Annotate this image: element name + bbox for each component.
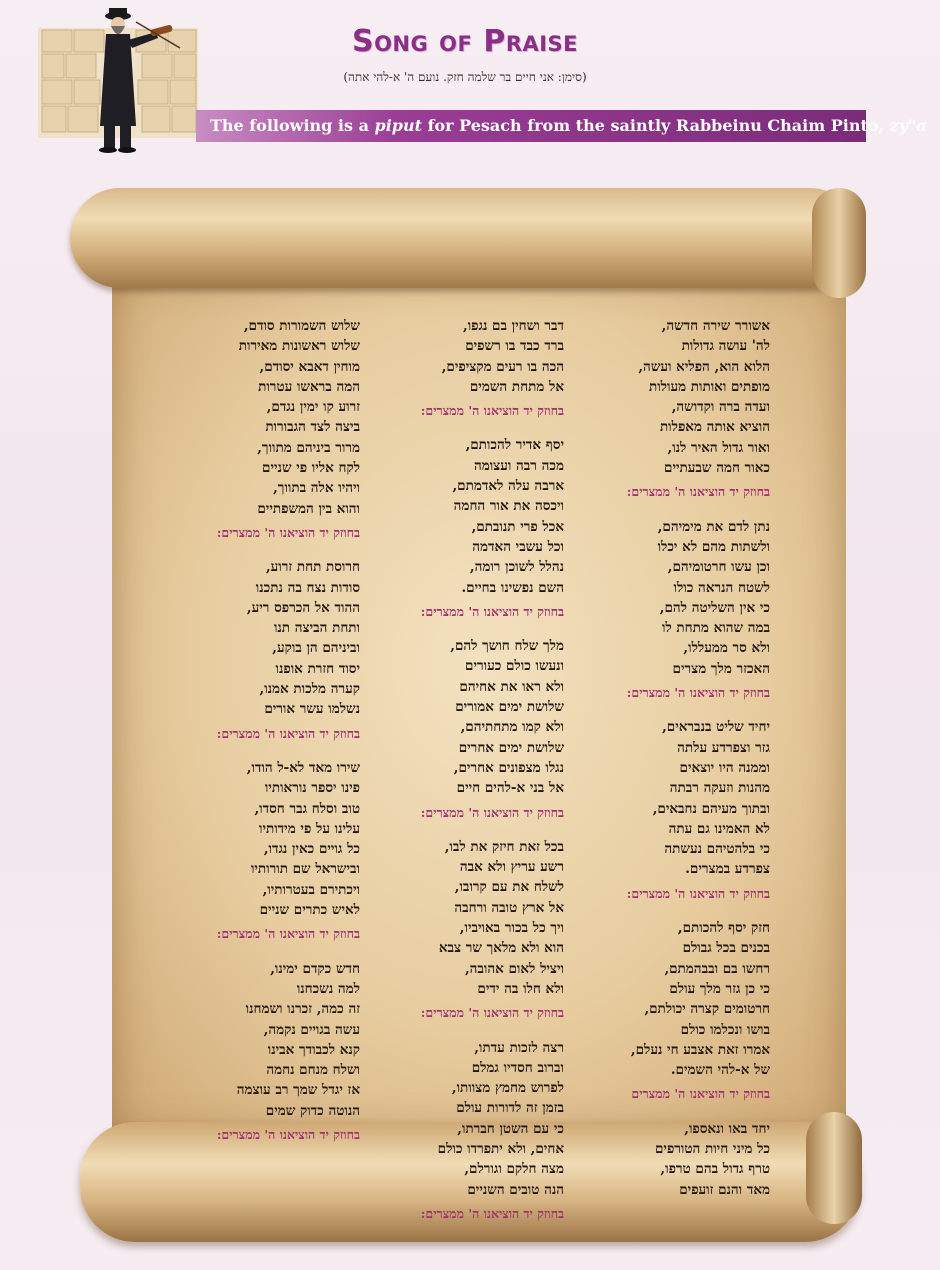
- refrain: בחוזק יד הוציאנו ה' ממצרים:: [420, 1205, 564, 1221]
- refrain: בחוזק יד הוציאנו ה' ממצרים:: [420, 1005, 564, 1021]
- poem-line: כי בלהטיהם נעשתה: [664, 841, 770, 858]
- poem-line: פינו יספר נוראותיו: [264, 780, 360, 797]
- stanza: [180, 316, 360, 543]
- poem-line: טוב וסלח גבר חסדו,: [254, 800, 360, 817]
- poem-line: וממנה היו יוצאים: [679, 759, 770, 776]
- poem-line: שירו מאד לא-ל הודו,: [246, 759, 360, 776]
- poem-line: ויך כל בכור באויביו,: [459, 920, 564, 937]
- poem-line: עלינו על פי מידותיו: [259, 820, 360, 837]
- refrain: בחוזק יד הוציאנו ה' ממצרים:: [420, 403, 564, 419]
- poem-line: מרור ביניהם מתווך,: [257, 439, 360, 456]
- poem-line: מצה חלקם וגורלם,: [464, 1161, 564, 1178]
- scroll-bottom-curl: [806, 1112, 862, 1224]
- poem-line: רחשו בם ובבהמתם,: [664, 960, 770, 977]
- poem-column-middle: [384, 316, 564, 1238]
- refrain: בחוזק יד הוציאנו ה' ממצרים: [631, 1086, 770, 1102]
- poem-line: לשטח הנראה כולו: [673, 579, 770, 596]
- poem-line: לה' עושה גדולות: [681, 338, 770, 355]
- poem-line: יחיד שליט בנבראים,: [662, 719, 770, 736]
- poem-line: ויהיו אלה בתווך,: [273, 480, 360, 497]
- stanza: [590, 918, 770, 1105]
- refrain: בחוזק יד הוציאנו ה' ממצרים:: [626, 885, 770, 901]
- poem-line: אמרו זאת אצבע חי נעלם,: [630, 1041, 770, 1058]
- poem-line: שלושת ימים אחרים: [458, 739, 564, 756]
- poem-line: ותחת הביצה תנו: [273, 620, 360, 637]
- poem-line: האכזר מלך מצרים: [672, 660, 770, 677]
- poem-line: עשה בגויים נקמה,: [263, 1021, 360, 1038]
- poem-line: מלך שלח חושך להם,: [450, 638, 564, 655]
- poem-line: ההוד אל הכרפס ריע,: [246, 599, 360, 616]
- poem-column-right: [590, 316, 770, 1212]
- refrain: בחוזק יד הוציאנו ה' ממצרים:: [626, 685, 770, 701]
- poem-line: הוא ולא מלאך שר צבא: [438, 940, 564, 957]
- poem-line: וברוב חסדיו גמלם: [471, 1059, 564, 1076]
- poem-line: כל גויים כאין נגדו,: [263, 841, 360, 858]
- banner-text-italic: piput: [374, 116, 422, 135]
- poem-line: ולא חלו בה ידים: [477, 980, 564, 997]
- poem-line: ולשתות מהם לא יכלו: [657, 538, 770, 555]
- poem-line: של א-להי השמים.: [670, 1062, 770, 1079]
- poem-line: לשלח את עם קרובו,: [454, 879, 564, 896]
- poem-line: שלוש השמורות סודם,: [243, 318, 360, 334]
- poem-line: נתן לדם את מימיהם,: [657, 518, 770, 535]
- poem-line: לאיש כתרים שניים: [259, 902, 360, 919]
- poem-line: ארבה עלה לאדמתם,: [452, 478, 564, 495]
- poem-line: אכל פרי תנובתם,: [471, 518, 564, 535]
- poem-line: אל ארץ טובה ורחבה: [454, 899, 564, 916]
- poem-line: זרוע קו ימין נגדם,: [266, 399, 360, 416]
- scroll-top-curl: [812, 188, 866, 298]
- poem-line: אשורר שירה חדשה,: [661, 318, 770, 334]
- scroll-top-roll: [70, 188, 860, 288]
- poem-line: בזמן זה לדורות עולם: [456, 1100, 564, 1117]
- stanza: [180, 758, 360, 945]
- poem-line: קערה מלכות אמנו,: [259, 681, 360, 698]
- poem-line: לא האמינו גם עתה: [668, 820, 770, 837]
- stanza: [384, 316, 564, 421]
- poem-line: ובישראל שם תורותיו: [250, 861, 360, 878]
- poem-line: כאור חמה שבעתיים: [664, 460, 770, 477]
- poem-line: ולא ראו את אחיהם: [459, 678, 564, 695]
- poem-line: בכנים בכל גבולם: [682, 940, 770, 957]
- poem-line: ויציל לאום אהובה,: [464, 960, 564, 977]
- stanza: [384, 1038, 564, 1225]
- banner-text-suffix: zy"a: [889, 116, 927, 135]
- poem-line: נשלמו עשר אורים: [264, 701, 360, 718]
- poem-line: למה נשכחנו: [296, 980, 360, 997]
- poem-line: רשע עריץ ולא אבה: [459, 859, 564, 876]
- stanza: [384, 837, 564, 1024]
- poem-line: סודות נצח בה נתכנו: [255, 579, 360, 596]
- poem-line: מכה רבה ועצומה: [473, 457, 564, 474]
- poem-line: ולא קמו מתחתיהם,: [460, 719, 564, 736]
- poem-line: נגלו מצפונים אחרים,: [453, 759, 564, 776]
- stanza: [590, 1119, 770, 1200]
- stanza: [590, 316, 770, 503]
- refrain: בחוזק יד הוציאנו ה' ממצרים:: [216, 926, 360, 942]
- poem-line: כי עם השטן חברתו,: [457, 1120, 564, 1137]
- poem-line: ויכתירם בעטרותיו,: [262, 881, 360, 898]
- poem-column-left: [180, 316, 360, 1159]
- poem-line: קנא לכבודך אבינו: [267, 1041, 360, 1058]
- stanza: [590, 717, 770, 904]
- poem-line: כל מיני חיות הטורפים: [654, 1140, 770, 1157]
- poem-line: הנוטה כדוק שמים: [265, 1102, 360, 1119]
- poem-line: אל מתחת השמים: [469, 378, 564, 395]
- poem-line: שלושת ימים אמורים: [455, 699, 564, 716]
- banner-text-middle: for Pesach from the saintly Rabbeinu Chaim Pinto,: [422, 116, 890, 135]
- poem-line: נהלל לשוכן רומה,: [469, 559, 564, 576]
- refrain: בחוזק יד הוציאנו ה' ממצרים:: [420, 603, 564, 619]
- poem-line: מוחין דאבא יסודם,: [259, 358, 360, 375]
- poem-line: אל בני א-להים חיים: [456, 780, 564, 797]
- poem-line: דבר ושחין בם נגפו,: [463, 318, 564, 334]
- poem-line: וכל עשבי האדמה: [472, 538, 564, 555]
- poem-line: ואור גדול האיר לנו,: [667, 439, 770, 456]
- poem-line: זה כמה, זכרנו ושמחנו: [245, 1001, 360, 1018]
- poem-line: חזק יסף להכותם,: [677, 920, 770, 937]
- poem-line: כי כן גזר מלך עולם: [669, 980, 770, 997]
- violinist-illustration: [38, 8, 198, 160]
- poem-line: חרוסת תחת זרוע,: [265, 559, 360, 576]
- poem-line: גזר וצפרדע עלתה: [677, 739, 770, 756]
- refrain: בחוזק יד הוציאנו ה' ממצרים:: [216, 725, 360, 741]
- stanza: [180, 959, 360, 1146]
- page-title: Song of Praise: [351, 24, 579, 59]
- poem-line: כי אין השליטה להם,: [659, 599, 770, 616]
- poem-line: לקח אליו פי שניים: [262, 460, 360, 477]
- poem-line: יסוד חזרת אופנו: [275, 660, 360, 677]
- poem-line: והוא בין המשפתיים: [257, 500, 360, 517]
- poem-line: מהנות וזעקה רבתה: [669, 780, 770, 797]
- refrain: בחוזק יד הוציאנו ה' ממצרים:: [420, 804, 564, 820]
- refrain: בחוזק יד הוציאנו ה' ממצרים:: [216, 524, 360, 540]
- poem-line: הנה טובים השניים: [467, 1181, 564, 1198]
- poem-line: וכן עשו חרטומיהם,: [667, 559, 770, 576]
- poem-line: יסף אדיר להכותם,: [465, 437, 564, 454]
- stanza: [180, 557, 360, 744]
- intro-banner: [196, 110, 927, 142]
- poem-line: מופתים ואותות מעולות: [649, 378, 770, 395]
- poem-line: ולא סר ממעללו,: [683, 640, 770, 657]
- poem-line: ונעשו כולם כעורים: [465, 658, 564, 675]
- poem-line: טרף גדול בהם טרפו,: [660, 1161, 770, 1178]
- poem-line: יחד באו ונאספו,: [684, 1120, 770, 1137]
- poem-line: אחים, ולא יתפרדו כולם: [437, 1140, 564, 1157]
- poem-line: וביניהם הן בוקע,: [272, 640, 360, 657]
- poem-line: חדש כקדם ימינו,: [270, 960, 360, 977]
- poem-line: חרטומים קצרה יכולתם,: [644, 1001, 770, 1018]
- poem-line: הוציא אותה מאפלות: [659, 419, 770, 436]
- page-subtitle: (סימן: אני חיים בר שלמה חזק. נועם ה' א-להי אתה): [343, 70, 587, 84]
- refrain: בחוזק יד הוציאנו ה' ממצרים:: [626, 484, 770, 500]
- poem-line: אז יגדל שמך רב עוצמה: [236, 1082, 360, 1099]
- poem-line: בכל זאת חיזק את לבו,: [444, 838, 564, 855]
- poem-line: ביצה לצד הגבורות: [265, 419, 360, 436]
- banner-text-before: The following is a: [210, 116, 375, 135]
- refrain: בחוזק יד הוציאנו ה' ממצרים:: [216, 1126, 360, 1142]
- poem-line: לפרוש מחמץ מצוותו,: [451, 1080, 564, 1097]
- poem-line: שלוש ראשונות מאירות: [238, 338, 360, 355]
- poem-line: הכה בו רעים מקציפים,: [441, 358, 564, 375]
- poem-line: במה שהוא מתחת לו: [661, 620, 770, 637]
- poem-line: מאד והנם זועפים: [679, 1181, 770, 1198]
- poem-line: ויכסה את אור החמה: [453, 498, 564, 515]
- poem-line: צפרדע במצרים.: [685, 861, 770, 878]
- poem-line: הלוא הוא, הפליא ועשה,: [638, 358, 770, 375]
- stanza: [384, 435, 564, 622]
- poem-line: השם נפשינו בחיים.: [461, 579, 564, 596]
- poem-line: בושו ונכלמו כולם: [680, 1021, 770, 1038]
- poem-line: המה בראשו עטרות: [258, 378, 360, 395]
- poem-line: ובתוך מעיהם נחבאים,: [652, 800, 770, 817]
- poem-line: ושלח מנחם נחמה: [266, 1062, 360, 1079]
- poem-line: רצה לזכות עדתו,: [474, 1039, 564, 1056]
- poem-line: ועדה ברה וקדושה,: [671, 399, 770, 416]
- stanza: [590, 517, 770, 704]
- poem-line: ברד כבד בו רשפים: [465, 338, 564, 355]
- stanza: [384, 636, 564, 823]
